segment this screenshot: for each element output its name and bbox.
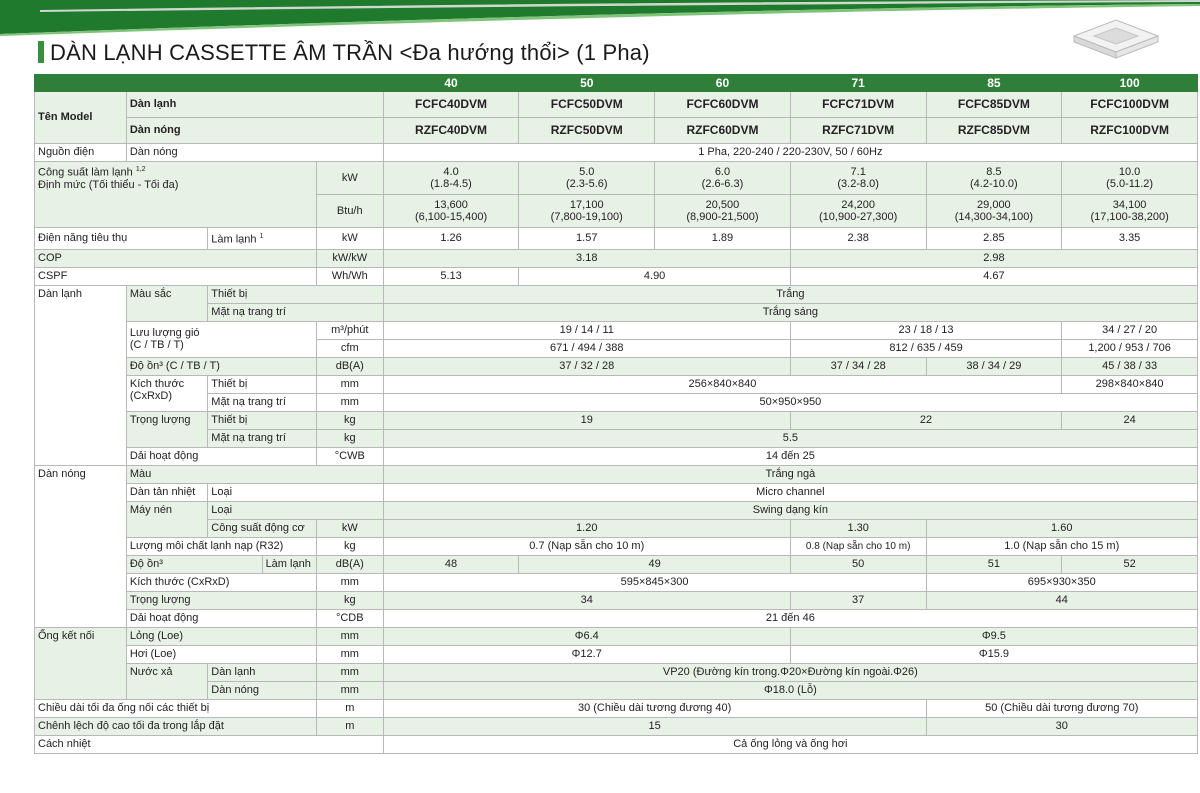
cooling-btu-100: 34,100 (17,100-38,200) [1062,195,1198,228]
indoor-dim-panel-value: 50×950×950 [383,393,1197,411]
cooling-kw-row [35,162,1198,195]
outdoor-model-label: Dàn nóng [126,118,383,144]
piping-liquid-unit: mm [316,627,383,645]
outdoor-model-50: RZFC50DVM [519,118,655,144]
indoor-weight-panel-row [35,429,1198,447]
indoor-section-label: Dàn lạnh [35,285,127,465]
cop-value-a: 3.18 [383,249,790,267]
outdoor-comp-type-label: Loại [208,501,383,519]
indoor-noise-unit: dB(A) [316,357,383,375]
indoor-weight-unit-label: Thiết bị [208,411,317,429]
cspf-label: CSPF [35,267,317,285]
outdoor-motor-b: 1.30 [790,519,926,537]
airflow-cfm-c: 1,200 / 953 / 706 [1062,339,1198,357]
cooling-kw-50: 5.0 (2.3-5.6) [519,162,655,195]
indoor-color-label: Màu sắc [126,285,207,321]
piping-liquid-row [35,627,1198,645]
capacity-50: 50 [519,75,655,92]
cooling-kw-100: 10.0 (5.0-11.2) [1062,162,1198,195]
indoor-panel-color: Trắng sáng [383,303,1197,321]
outdoor-dim-label: Kích thước (CxRxD) [126,573,316,591]
power-supply-value: 1 Pha, 220-240 / 220-230V, 50 / 60Hz [383,144,1197,162]
outdoor-hx-type-label: Loại [208,483,383,501]
indoor-dim-label: Kích thước (CxRxD) [126,375,207,411]
capacity-71: 71 [790,75,926,92]
cooling-capacity-label [35,162,317,228]
cooling-btu-60: 20,500 (8,900-21,500) [655,195,791,228]
piping-liquid-a: Φ6.4 [383,627,790,645]
indoor-color-panel-label: Mặt nạ trang trí [208,303,383,321]
title-text: DÀN LẠNH CASSETTE ÂM TRẦN <Đa hướng thổi> (1 Pha) [50,40,650,65]
capacity-85: 85 [926,75,1062,92]
outdoor-dim-a: 595×845×300 [383,573,926,591]
cooling-kw-60: 6.0 (2.6-6.3) [655,162,791,195]
power-supply-sub: Dàn nóng [126,144,383,162]
piping-drain-indoor-row [35,663,1198,681]
indoor-weight-b: 22 [790,411,1061,429]
cassette-unit-image [1064,10,1168,60]
insulation-row [35,735,1198,753]
piping-gas-unit: mm [316,645,383,663]
outdoor-weight-unit: kg [316,591,383,609]
title-marker [38,41,44,63]
model-label: Tên Model [35,92,127,144]
indoor-model-row [35,92,1198,118]
indoor-dim-unit-mm: mm [316,375,383,393]
piping-drain-indoor-label: Dàn lạnh [208,663,317,681]
outdoor-hx-row [35,483,1198,501]
outdoor-motor-a: 1.20 [383,519,790,537]
outdoor-range-label: Dải hoạt động [126,609,316,627]
power-consumption-row [35,228,1198,250]
indoor-color-unit-row [35,285,1198,303]
outdoor-color-row [35,465,1198,483]
piping-gas-b: Φ15.9 [790,645,1197,663]
piping-drain-outdoor-value: Φ18.0 (Lỗ) [383,681,1197,699]
piping-drain-indoor-unit: mm [316,663,383,681]
outdoor-motor-label: Công suất động cơ [208,519,317,537]
outdoor-motor-unit: kW [316,519,383,537]
top-decorative-band [0,0,1200,36]
indoor-noise-b: 37 / 34 / 28 [790,357,926,375]
max-length-unit: m [316,699,383,717]
outdoor-weight-c: 44 [926,591,1197,609]
piping-drain-outdoor-unit: mm [316,681,383,699]
outdoor-hx-label: Dàn tản nhiệt [126,483,207,501]
cooling-capacity-sup: 1,2 [135,166,146,173]
outdoor-comp-type-row [35,501,1198,519]
outdoor-refrig-a: 0.7 (Nạp sẵn cho 10 m) [383,537,790,555]
cop-unit: kW/kW [316,249,383,267]
piping-gas-row [35,645,1198,663]
cop-row [35,249,1198,267]
indoor-model-40: FCFC40DVM [383,92,519,118]
power-60: 1.89 [655,228,791,250]
indoor-weight-panel-kg: kg [316,429,383,447]
indoor-noise-c: 38 / 34 / 29 [926,357,1062,375]
indoor-range-label: Dải hoạt động [126,447,316,465]
indoor-noise-d: 45 / 38 / 33 [1062,357,1198,375]
indoor-weight-unit-kg: kg [316,411,383,429]
cspf-value-a: 5.13 [383,267,519,285]
outdoor-hx-value: Micro channel [383,483,1197,501]
power-supply-row [35,144,1198,162]
indoor-weight-c: 24 [1062,411,1198,429]
airflow-cfm-b: 812 / 635 / 459 [790,339,1061,357]
outdoor-noise-50-60: 49 [519,555,790,573]
page-title [38,40,650,66]
indoor-dim-unit-row [35,375,1198,393]
cspf-unit: Wh/Wh [316,267,383,285]
airflow-label: Lưu lượng gió (C / TB / T) [126,321,316,357]
indoor-noise-a: 37 / 32 / 28 [383,357,790,375]
cop-label: COP [35,249,317,267]
outdoor-motor-c: 1.60 [926,519,1197,537]
cooling-btu-50: 17,100 (7,800-19,100) [519,195,655,228]
cooling-capacity-label2: Định mức (Tối thiểu - Tối đa) [38,178,179,191]
power-50: 1.57 [519,228,655,250]
cooling-kw-71: 7.1 (3.2-8.0) [790,162,926,195]
insulation-value: Cả ống lỏng và ống hơi [383,735,1197,753]
max-height-b: 30 [926,717,1197,735]
outdoor-weight-label: Trọng lượng [126,591,316,609]
power-consumption-sub: Làm lạnh $^1$ [208,228,317,250]
outdoor-refrig-label: Lượng môi chất lạnh nạp (R32) [126,537,316,555]
piping-drain-outdoor-label: Dàn nóng [208,681,317,699]
power-40: 1.26 [383,228,519,250]
cooling-kw-85: 8.5 (4.2-10.0) [926,162,1062,195]
piping-liquid-b: Φ9.5 [790,627,1197,645]
indoor-model-60: FCFC60DVM [655,92,791,118]
outdoor-noise-40: 48 [383,555,519,573]
indoor-range-row [35,447,1198,465]
outdoor-refrig-row [35,537,1198,555]
cop-value-b: 2.98 [790,249,1197,267]
power-71: 2.38 [790,228,926,250]
outdoor-range-row [35,609,1198,627]
indoor-range-unit: °CWB [316,447,383,465]
cooling-kw-40: 4.0 (1.8-4.5) [383,162,519,195]
outdoor-color-label: Màu [126,465,383,483]
outdoor-comp-type-value: Swing dạng kín [383,501,1197,519]
max-height-a: 15 [383,717,926,735]
outdoor-range-unit: °CDB [316,609,383,627]
header-blank [35,75,384,92]
outdoor-noise-sub: Làm lạnh [262,555,316,573]
airflow-cfm-a: 671 / 494 / 388 [383,339,790,357]
max-length-row [35,699,1198,717]
indoor-dim-unit-label: Thiết bị [208,375,317,393]
piping-section-label: Ống kết nối [35,627,127,699]
indoor-dim-panel-row [35,393,1198,411]
cooling-btu-85: 29,000 (14,300-34,100) [926,195,1062,228]
outdoor-weight-row [35,591,1198,609]
indoor-model-50: FCFC50DVM [519,92,655,118]
piping-drain-label: Nước xả [126,663,207,699]
indoor-weight-a: 19 [383,411,790,429]
outdoor-section-label: Dàn nóng [35,465,127,627]
cooling-btu-40: 13,600 (6,100-15,400) [383,195,519,228]
cooling-btu-71: 24,200 (10,900-27,300) [790,195,926,228]
outdoor-noise-label: Độ ồn³ [126,555,262,573]
indoor-range-value: 14 đến 25 [383,447,1197,465]
power-consumption-label: Điện năng tiêu thụ [35,228,208,250]
max-height-label: Chênh lệch độ cao tối đa trong lắp đặt [35,717,317,735]
indoor-color-unit-label: Thiết bị [208,285,383,303]
outdoor-refrig-c: 1.0 (Nạp sẵn cho 15 m) [926,537,1197,555]
indoor-weight-panel-label: Mặt nạ trang trí [208,429,317,447]
max-height-unit: m [316,717,383,735]
capacity-100: 100 [1062,75,1198,92]
outdoor-refrig-b: 0.8 (Nạp sẵn cho 10 m) [790,537,926,555]
outdoor-noise-71: 50 [790,555,926,573]
outdoor-noise-row [35,555,1198,573]
outdoor-dim-unit: mm [316,573,383,591]
capacity-60: 60 [655,75,791,92]
outdoor-range-value: 21 đến 46 [383,609,1197,627]
indoor-model-label: Dàn lạnh [126,92,383,118]
cooling-kw-unit: kW [316,162,383,195]
max-length-a: 30 (Chiều dài tương đương 40) [383,699,926,717]
outdoor-model-40: RZFC40DVM [383,118,519,144]
outdoor-motor-row [35,519,1198,537]
airflow-m3-row [35,321,1198,339]
cooling-btu-unit: Btu/h [316,195,383,228]
outdoor-model-71: RZFC71DVM [790,118,926,144]
indoor-model-85: FCFC85DVM [926,92,1062,118]
airflow-m3-b: 23 / 18 / 13 [790,321,1061,339]
capacity-40: 40 [383,75,519,92]
indoor-model-100: FCFC100DVM [1062,92,1198,118]
airflow-m3-unit: m³/phút [316,321,383,339]
outdoor-model-85: RZFC85DVM [926,118,1062,144]
capacity-header-row [35,75,1198,92]
indoor-model-71: FCFC71DVM [790,92,926,118]
indoor-weight-unit-row [35,411,1198,429]
piping-gas-a: Φ12.7 [383,645,790,663]
outdoor-comp-label: Máy nén [126,501,207,537]
outdoor-weight-b: 37 [790,591,926,609]
outdoor-weight-a: 34 [383,591,790,609]
outdoor-noise-85: 51 [926,555,1062,573]
outdoor-noise-unit: dB(A) [316,555,383,573]
insulation-label: Cách nhiệt [35,735,384,753]
outdoor-dim-b: 695×930×350 [926,573,1197,591]
outdoor-dim-row [35,573,1198,591]
outdoor-model-row [35,118,1198,144]
spec-table [34,74,1198,754]
indoor-weight-label: Trọng lượng [126,411,207,447]
cspf-value-c: 4.67 [790,267,1197,285]
indoor-dim-panel-label: Mặt nạ trang trí [208,393,317,411]
outdoor-model-60: RZFC60DVM [655,118,791,144]
indoor-color-panel-row [35,303,1198,321]
outdoor-noise-100: 52 [1062,555,1198,573]
piping-drain-indoor-value: VP20 (Đường kín trong.Φ20×Đường kín ngoài.Φ26) [383,663,1197,681]
cspf-row [35,267,1198,285]
cooling-capacity-label1: Công suất làm lạnh [38,166,133,179]
indoor-dim-unit-a: 256×840×840 [383,375,1062,393]
power-85: 2.85 [926,228,1062,250]
airflow-m3-a: 19 / 14 / 11 [383,321,790,339]
power-supply-label: Nguồn điện [35,144,127,162]
cspf-value-b: 4.90 [519,267,790,285]
outdoor-color-value: Trắng ngà [383,465,1197,483]
indoor-dim-panel-mm: mm [316,393,383,411]
airflow-m3-c: 34 / 27 / 20 [1062,321,1198,339]
max-height-row [35,717,1198,735]
indoor-unit-color: Trắng [383,285,1197,303]
outdoor-model-100: RZFC100DVM [1062,118,1198,144]
indoor-noise-row [35,357,1198,375]
airflow-cfm-unit: cfm [316,339,383,357]
indoor-dim-unit-b: 298×840×840 [1062,375,1198,393]
max-length-b: 50 (Chiều dài tương đương 70) [926,699,1197,717]
piping-gas-label: Hơi (Loe) [126,645,316,663]
power-100: 3.35 [1062,228,1198,250]
piping-drain-outdoor-row [35,681,1198,699]
indoor-noise-label: Độ ồn³ (C / TB / T) [126,357,316,375]
indoor-weight-panel-value: 5.5 [383,429,1197,447]
max-length-label: Chiều dài tối đa ống nối các thiết bị [35,699,317,717]
piping-liquid-label: Lỏng (Loe) [126,627,316,645]
outdoor-refrig-unit: kg [316,537,383,555]
power-consumption-unit: kW [316,228,383,250]
